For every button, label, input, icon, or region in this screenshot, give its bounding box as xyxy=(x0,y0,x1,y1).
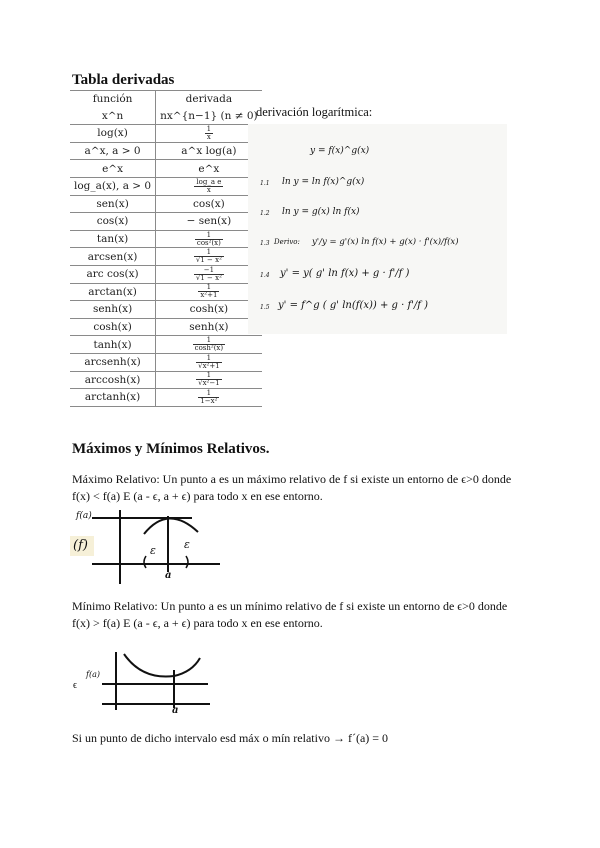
derivatives-table xyxy=(70,90,262,407)
function-cell: arcsen(x) xyxy=(70,248,156,266)
fraction xyxy=(193,337,225,352)
table-row xyxy=(70,142,262,160)
table-row xyxy=(70,160,262,178)
critical-point-statement: Si un punto de dicho intervalo esd máx o mín relativo → f´(a) = 0 xyxy=(72,731,389,745)
derivative-cell: senh(x) xyxy=(156,318,262,336)
note-num-3: 1.3 xyxy=(260,240,270,247)
note-derivo: Derivo: xyxy=(274,238,300,246)
fraction-denominator: √1 − x² xyxy=(195,273,222,282)
min-curve xyxy=(124,654,200,677)
note-num-4: 1.4 xyxy=(260,272,270,279)
fraction-denominator: √x²+1 xyxy=(198,361,220,370)
table-row xyxy=(70,336,262,354)
fraction xyxy=(198,284,219,299)
fraction-numerator: 1 xyxy=(198,390,219,398)
note-num-1: 1.1 xyxy=(260,180,270,187)
fraction xyxy=(198,390,219,405)
fraction-numerator: 1 xyxy=(193,337,225,345)
function-cell: e^x xyxy=(70,160,156,178)
derivative-cell xyxy=(156,389,262,407)
function-cell: tan(x) xyxy=(70,230,156,248)
fraction xyxy=(195,232,223,247)
table-row xyxy=(70,213,262,231)
min-graph xyxy=(70,642,220,718)
derivative-cell xyxy=(156,248,262,266)
graph2-epsilon-label: ϵ xyxy=(73,680,78,691)
function-cell: a^x, a > 0 xyxy=(70,142,156,160)
fraction-numerator: 1 xyxy=(195,232,223,240)
function-cell: cosh(x) xyxy=(70,318,156,336)
table-row xyxy=(70,177,262,195)
fraction-denominator: cos²(x) xyxy=(196,238,221,247)
table-row xyxy=(70,195,262,213)
graph2-fa-label: f(a) xyxy=(86,670,100,679)
function-cell: senh(x) xyxy=(70,301,156,319)
graph1-a-label: a xyxy=(165,570,172,581)
note-line-5: y' = f^g ( g' ln(f(x)) + g · f'/f ) xyxy=(278,300,429,311)
fraction-numerator: 1 xyxy=(198,284,219,292)
fraction-denominator: √x²−1 xyxy=(198,379,220,388)
table-header-row xyxy=(70,108,262,125)
log-derivation-notes xyxy=(248,124,507,334)
min-definition-line-1: Mínimo Relativo: Un punto a es un mínimo relativo de f si existe un entorno de ϵ>0 donde xyxy=(72,599,508,613)
note-line-1: ln y = ln f(x)^g(x) xyxy=(282,177,365,187)
min-definition-line-2: f(x) > f(a) E (a - ϵ, a + ϵ) para todo x en ese entorno. xyxy=(72,616,323,630)
function-cell: arc cos(x) xyxy=(70,265,156,283)
header-function: función xyxy=(70,91,156,108)
fraction-numerator: 1 xyxy=(206,124,212,133)
derivative-cell xyxy=(156,353,262,371)
section-title: Máximos y Mínimos Relativos. xyxy=(72,441,270,457)
open-bracket-right xyxy=(186,556,188,568)
derivative-cell: − sen(x) xyxy=(156,213,262,231)
note-line-0: y = f(x)^g(x) xyxy=(310,146,370,156)
table-row xyxy=(70,265,262,283)
table-row xyxy=(70,230,262,248)
fraction xyxy=(194,179,223,194)
fraction xyxy=(196,355,222,370)
log-derivation-label: derivación logarítmica: xyxy=(256,105,373,119)
header-xn: x^n xyxy=(70,108,156,125)
derivative-cell xyxy=(156,265,262,283)
fraction-denominator: x xyxy=(206,132,211,141)
table-row xyxy=(70,248,262,266)
function-cell: arcsenh(x) xyxy=(70,353,156,371)
fraction-numerator: −1 xyxy=(194,267,224,275)
fraction-denominator: cosh²(x) xyxy=(194,344,224,353)
graph1-epsilon-left: ε xyxy=(150,544,156,557)
function-cell: cos(x) xyxy=(70,213,156,231)
function-cell: arctanh(x) xyxy=(70,389,156,407)
header-derivative: derivada xyxy=(156,91,262,108)
derivative-cell xyxy=(156,283,262,301)
function-cell: log(x) xyxy=(70,125,156,143)
table-row xyxy=(70,318,262,336)
table-row xyxy=(70,283,262,301)
fraction-numerator: 1 xyxy=(196,372,222,380)
fraction-numerator: 1 xyxy=(194,249,224,257)
graph1-fa-label: f(a) xyxy=(76,511,92,521)
open-bracket-left xyxy=(144,556,146,568)
table-row xyxy=(70,389,262,407)
fraction xyxy=(196,372,222,387)
fraction-numerator: log_a e xyxy=(196,177,222,186)
fraction xyxy=(194,267,224,282)
function-cell: arctan(x) xyxy=(70,283,156,301)
derivative-cell xyxy=(156,177,262,195)
derivative-cell: e^x xyxy=(156,160,262,178)
graph2-a-label: a xyxy=(172,705,179,716)
table-row xyxy=(70,371,262,389)
fraction-denominator: x²+1 xyxy=(200,291,218,300)
header-xn-derivative: nx^{n−1} (n ≠ 0) xyxy=(156,108,262,125)
function-cell: sen(x) xyxy=(70,195,156,213)
derivative-cell: cos(x) xyxy=(156,195,262,213)
max-definition-line-2: f(x) < f(a) E (a - ϵ, a + ϵ) para todo x en ese entorno. xyxy=(72,489,323,503)
note-line-4: y' = y( g' ln f(x) + g · f'/f ) xyxy=(280,268,410,279)
function-cell: log_a(x), a > 0 xyxy=(70,177,156,195)
function-cell: arccosh(x) xyxy=(70,371,156,389)
fraction-denominator: √1 − x² xyxy=(195,256,222,265)
function-cell: tanh(x) xyxy=(70,336,156,354)
table-row xyxy=(70,353,262,371)
max-curve xyxy=(144,518,198,534)
table-row xyxy=(70,125,262,143)
max-graph xyxy=(70,506,230,586)
derivative-cell xyxy=(156,230,262,248)
note-line-3: y'/y = g'(x) ln f(x) + g(x) · f'(x)/f(x) xyxy=(312,237,459,247)
note-line-2: ln y = g(x) ln f(x) xyxy=(282,207,360,217)
graph1-f-label: (f) xyxy=(73,538,88,553)
min-graph-drawing xyxy=(70,642,220,718)
fraction-denominator: 1−x² xyxy=(200,396,218,405)
max-definition-line-1: Máximo Relativo: Un punto a es un máximo relativo de f si existe un entorno de ϵ>0 donde xyxy=(72,472,512,486)
derivative-cell: a^x log(a) xyxy=(156,142,262,160)
note-num-5: 1.5 xyxy=(260,304,270,311)
table-header-row xyxy=(70,91,262,108)
fraction-numerator: 1 xyxy=(196,355,222,363)
derivative-cell: cosh(x) xyxy=(156,301,262,319)
fraction xyxy=(205,126,213,141)
table-title: Tabla derivadas xyxy=(72,72,175,88)
derivative-cell xyxy=(156,371,262,389)
derivative-cell xyxy=(156,125,262,143)
fraction xyxy=(194,249,224,264)
fraction-denominator: x xyxy=(206,185,211,194)
note-num-2: 1.2 xyxy=(260,210,270,217)
table-row xyxy=(70,301,262,319)
derivative-cell xyxy=(156,336,262,354)
graph1-epsilon-right: ε xyxy=(184,538,190,551)
